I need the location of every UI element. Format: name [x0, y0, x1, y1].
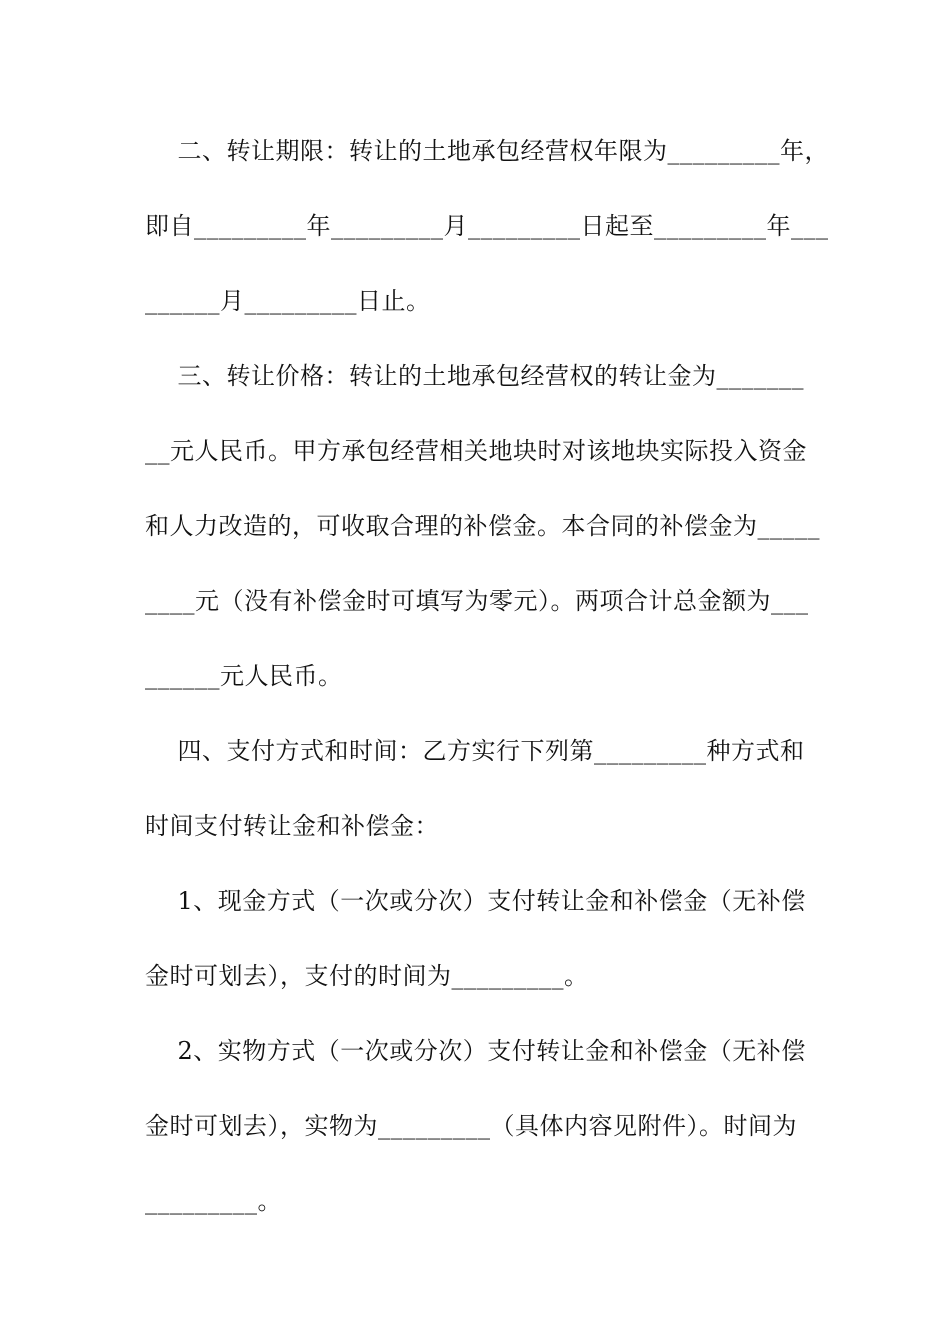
- payment-option-2-line-1: 2、实物方式（一次或分次）支付转让金和补偿金（无补偿: [145, 1037, 806, 1065]
- clause-2-line-2: 即自_________年_________月_________日起至_________年___: [145, 212, 829, 240]
- clause-3-line-3: 和人力改造的，可收取合理的补偿金。本合同的补偿金为_____: [145, 512, 820, 540]
- payment-option-1-line-1: 1、现金方式（一次或分次）支付转让金和补偿金（无补偿: [145, 887, 806, 915]
- clause-4-line-1: 四、支付方式和时间：乙方实行下列第_________种方式和: [145, 737, 805, 765]
- clause-2-line-3: ______月_________日止。: [145, 287, 431, 315]
- clause-3-line-4: ____元（没有补偿金时可填写为零元）。两项合计总金额为___: [145, 587, 809, 615]
- clause-3-line-1: 三、转让价格：转让的土地承包经营权的转让金为_______: [145, 362, 805, 390]
- payment-option-2-line-2: 金时可划去），实物为_________（具体内容见附件）。时间为: [145, 1112, 797, 1140]
- clause-4-line-2: 时间支付转让金和补偿金：: [145, 812, 439, 840]
- payment-option-1-line-2: 金时可划去），支付的时间为_________。: [145, 962, 589, 990]
- clause-3-line-2: __元人民币。甲方承包经营相关地块时对该地块实际投入资金: [145, 437, 807, 465]
- payment-option-2-line-3: _________。: [145, 1187, 282, 1215]
- clause-3-line-5: ______元人民币。: [145, 662, 343, 690]
- clause-2-line-1: 二、转让期限：转让的土地承包经营权年限为_________年，: [145, 137, 830, 165]
